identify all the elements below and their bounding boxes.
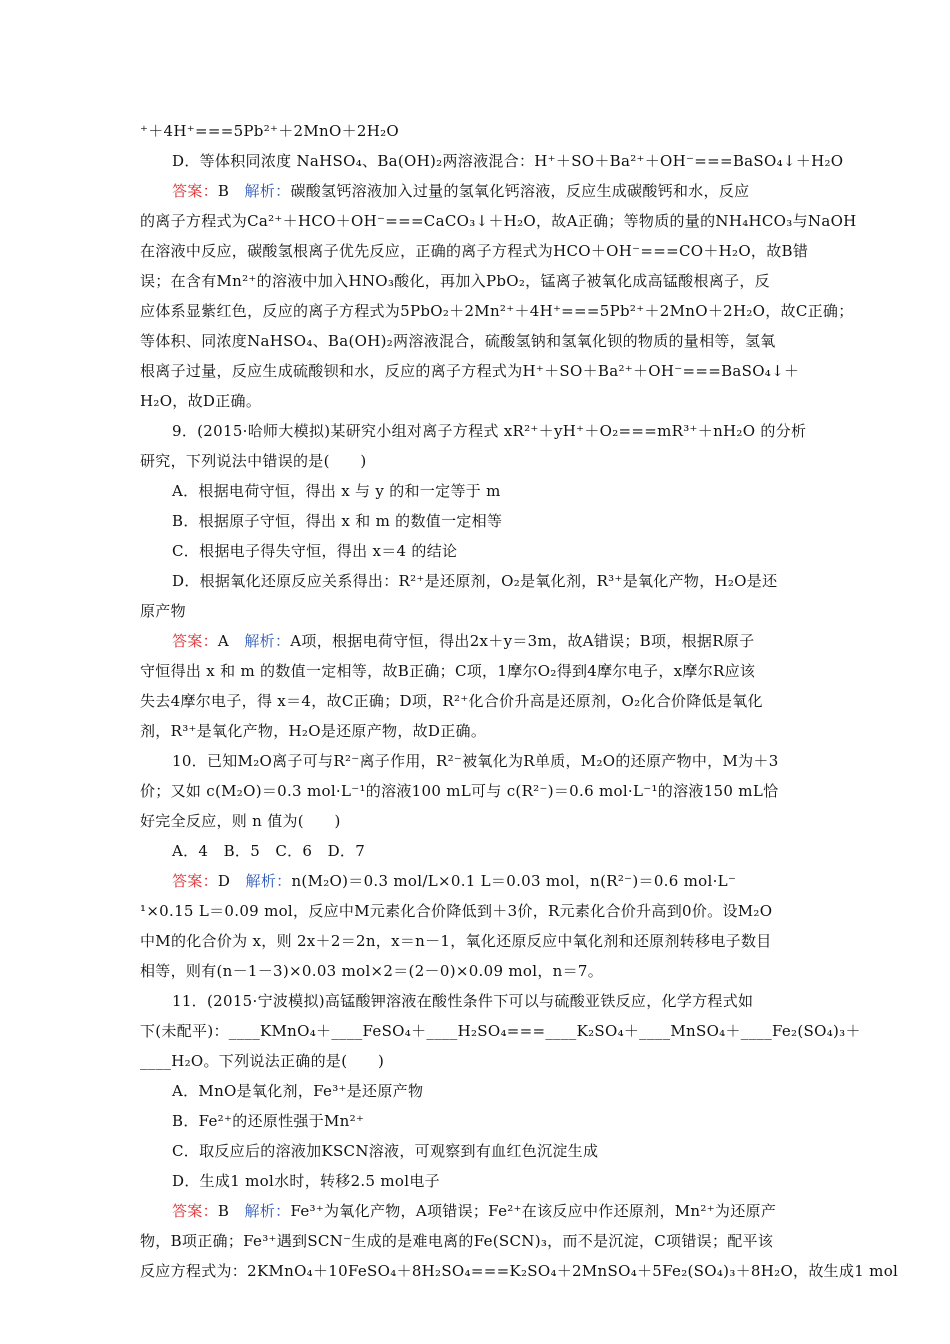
analysis-text: n(M₂O)＝0.3 mol/L×0.1 L＝0.03 mol，n(R²⁻)＝0.6 mol·L⁻ xyxy=(291,872,737,890)
answer-label: 答案： xyxy=(172,1202,218,1220)
answer-label: 答案： xyxy=(172,632,218,650)
text-line: 中M的化合价为 x，则 2x＋2＝2n，x＝n－1，氧化还原反应中氧化剂和还原剂转移电子数目 xyxy=(140,932,772,950)
answer-line xyxy=(172,1201,776,1221)
text-line: 根离子过量，反应生成硫酸钡和水，反应的离子方程式为H⁺＋SO＋Ba²⁺＋OH⁻===BaSO₄↓＋ xyxy=(140,362,800,380)
options-line: A．4 B．5 C．6 D．7 xyxy=(172,842,366,860)
answer-choice: D xyxy=(217,872,231,890)
option-d: D．根据氧化还原反应关系得出：R²⁺是还原剂，O₂是氧化剂，R³⁺是氧化产物，H₂O是还 xyxy=(172,572,778,590)
answer-choice: A xyxy=(217,632,230,650)
text-line: 原产物 xyxy=(140,602,186,620)
answer-line xyxy=(172,181,749,201)
option-a: A．根据电荷守恒，得出 x 与 y 的和一定等于 m xyxy=(172,482,501,500)
text-line: 剂，R³⁺是氧化产物，H₂O是还原产物，故D正确。 xyxy=(140,722,487,740)
text-line: ____H₂O。下列说法正确的是( ) xyxy=(140,1052,385,1070)
question-9-stem: 9．(2015·哈师大模拟)某研究小组对离子方程式 xR²⁺＋yH⁺＋O₂===mR³⁺＋nH₂O 的分析 xyxy=(172,422,807,440)
text-line: 价；又如 c(M₂O)＝0.3 mol·L⁻¹的溶液100 mL可与 c(R²⁻)＝0.6 mol·L⁻¹的溶液150 mL恰 xyxy=(140,782,779,800)
text-line: 相等，则有(n－1－3)×0.03 mol×2＝(2－0)×0.09 mol，n＝7。 xyxy=(140,962,604,980)
analysis-text: A项，根据电荷守恒，得出2x＋y＝3m，故A错误；B项，根据R原子 xyxy=(290,632,755,650)
option-b: B．根据原子守恒，得出 x 和 m 的数值一定相等 xyxy=(172,512,503,530)
analysis-text: Fe³⁺为氧化产物，A项错误；Fe²⁺在该反应中作还原剂，Mn²⁺为还原产 xyxy=(290,1202,777,1220)
text-line: 下(未配平)：____KMnO₄＋____FeSO₄＋____H₂SO₄===____K₂SO₄＋____MnSO₄＋____Fe₂(SO₄)₃＋ xyxy=(140,1022,861,1040)
option-b: B．Fe²⁺的还原性强于Mn²⁺ xyxy=(172,1112,365,1130)
text-line: 守恒得出 x 和 m 的数值一定相等，故B正确；C项，1摩尔O₂得到4摩尔电子，x摩尔R应该 xyxy=(140,662,756,680)
text-line: 误；在含有Mn²⁺的溶液中加入HNO₃酸化，再加入PbO₂，锰离子被氧化成高锰酸根离子，反 xyxy=(140,272,770,290)
answer-label: 答案： xyxy=(172,182,218,200)
text-line: 应体系显紫红色，反应的离子方程式为5PbO₂＋2Mn²⁺＋4H⁺===5Pb²⁺＋2MnO＋2H₂O，故C正确； xyxy=(140,302,854,320)
answer-choice: B xyxy=(217,182,230,200)
text-line: 好完全反应，则 n 值为( ) xyxy=(140,812,341,830)
question-10-stem: 10．已知M₂O离子可与R²⁻离子作用，R²⁻被氧化为R单质，M₂O的还原产物中，M为＋3 xyxy=(172,752,779,770)
option-c: C．根据电子得失守恒，得出 x＝4 的结论 xyxy=(172,542,458,560)
text-line: 研究，下列说法中错误的是( ) xyxy=(140,452,367,470)
text-line: 在溶液中反应，碳酸氢根离子优先反应，正确的离子方程式为HCO＋OH⁻===CO＋H₂O，故B错 xyxy=(140,242,809,260)
analysis-text: 碳酸氢钙溶液加入过量的氢氧化钙溶液，反应生成碳酸钙和水，反应 xyxy=(290,182,750,200)
answer-line xyxy=(172,631,754,651)
option-d: D．生成1 mol水时，转移2.5 mol电子 xyxy=(172,1172,440,1190)
question-11-stem: 11．(2015·宁波模拟)高锰酸钾溶液在酸性条件下可以与硫酸亚铁反应，化学方程式如 xyxy=(172,992,754,1010)
text-line: 反应方程式为：2KMnO₄＋10FeSO₄＋8H₂SO₄===K₂SO₄＋2MnSO₄＋5Fe₂(SO₄)₃＋8H₂O，故生成1 mol xyxy=(140,1262,899,1280)
text-line: 物，B项正确；Fe³⁺遇到SCN⁻生成的是难电离的Fe(SCN)₃，而不是沉淀，C项错误；配平该 xyxy=(140,1232,774,1250)
analysis-label: 解析： xyxy=(244,1202,291,1220)
text-line: ⁺＋4H⁺===5Pb²⁺＋2MnO＋2H₂O xyxy=(140,122,400,140)
option-c: C．取反应后的溶液加KSCN溶液，可观察到有血红色沉淀生成 xyxy=(172,1142,599,1160)
text-line: 失去4摩尔电子，得 x＝4，故C正确；D项，R²⁺化合价升高是还原剂，O₂化合价降低是氧化 xyxy=(140,692,763,710)
option-d-line: D．等体积同浓度 NaHSO₄、Ba(OH)₂两溶液混合：H⁺＋SO＋Ba²⁺＋OH⁻===BaSO₄↓＋H₂O xyxy=(172,152,844,170)
text-line: 等体积、同浓度NaHSO₄、Ba(OH)₂两溶液混合，硫酸氢钠和氢氧化钡的物质的量相等，氢氧 xyxy=(140,332,776,350)
analysis-label: 解析： xyxy=(245,872,292,890)
analysis-label: 解析： xyxy=(244,182,291,200)
answer-line xyxy=(172,871,736,891)
text-line: ¹×0.15 L＝0.09 mol，反应中M元素化合价降低到＋3价，R元素化合价升高到0价。设M₂O xyxy=(140,902,773,920)
option-a: A．MnO是氧化剂，Fe³⁺是还原产物 xyxy=(172,1082,424,1100)
answer-label: 答案： xyxy=(172,872,218,890)
text-line: 的离子方程式为Ca²⁺＋HCO＋OH⁻===CaCO₃↓＋H₂O，故A正确；等物质的量的NH₄HCO₃与NaOH xyxy=(140,212,857,230)
analysis-label: 解析： xyxy=(244,632,291,650)
answer-choice: B xyxy=(217,1202,230,1220)
text-line: H₂O，故D正确。 xyxy=(140,392,262,410)
